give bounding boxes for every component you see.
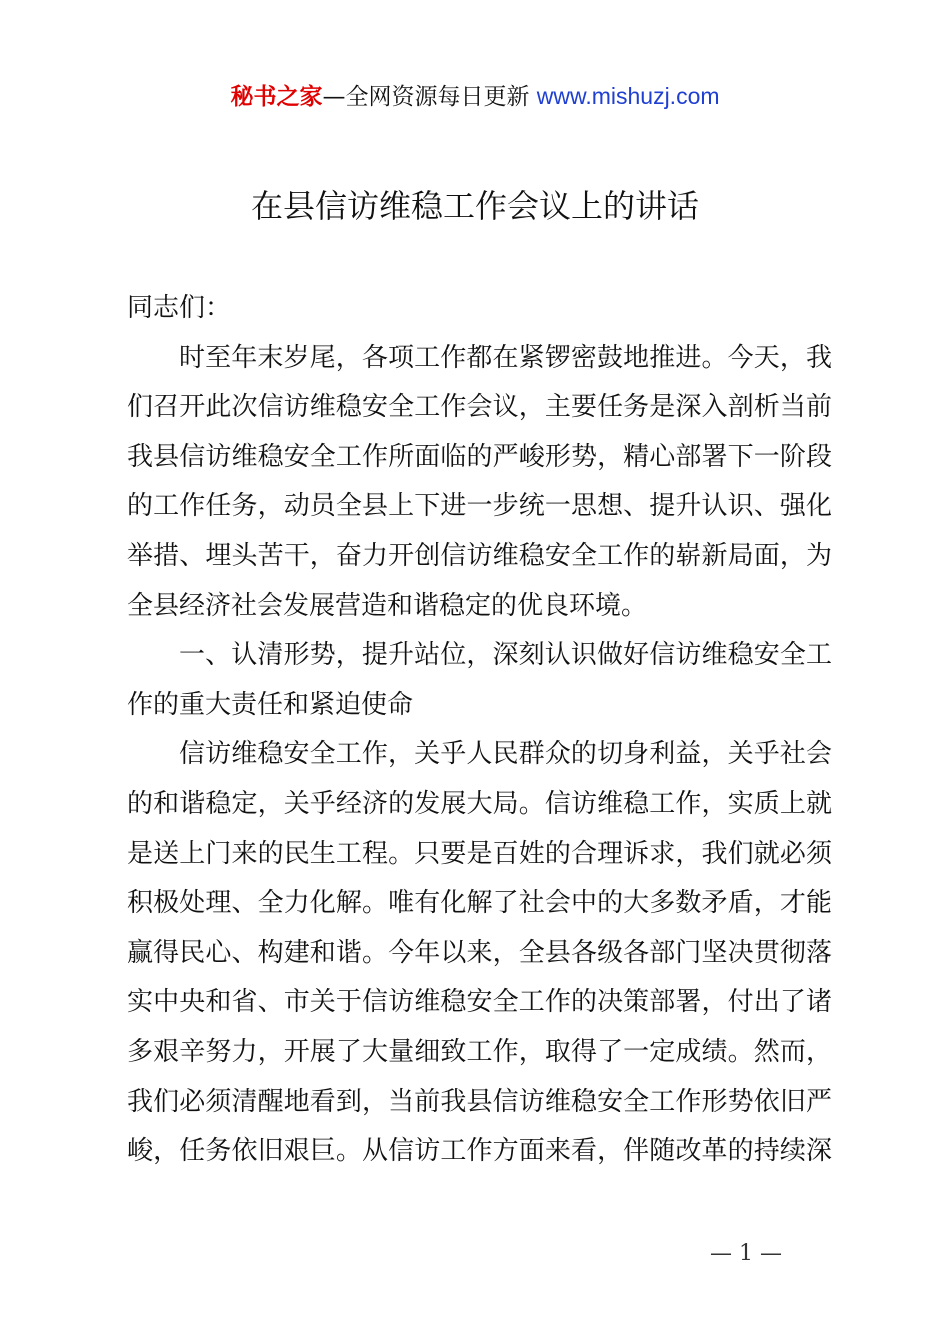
paragraph-line: 们召开此次信访维稳安全工作会议，主要任务是深入剖析当前 — [127, 392, 832, 423]
brand-name: 秘书之家 — [230, 84, 323, 110]
paragraph-line: 是送上门来的民生工程。只要是百姓的合理诉求，我们就必须 — [127, 838, 832, 869]
paragraph-line: 我们必须清醒地看到，当前我县信访维稳安全工作形势依旧严 — [127, 1086, 832, 1117]
document-title: 在县信访维稳工作会议上的讲话 — [250, 187, 699, 225]
site-header-banner — [0, 80, 950, 113]
paragraph-line: 赢得民心、构建和谐。今年以来，全县各级各部门坚决贯彻落 — [127, 937, 832, 968]
header-tagline: —全网资源每日更新 — [322, 84, 537, 110]
paragraph-line: 的和谐稳定，关乎经济的发展大局。信访维稳工作，实质上就 — [127, 788, 832, 819]
site-url-link[interactable]: www.mishuzj.com — [536, 83, 720, 109]
page-number: — 1 — — [710, 1241, 782, 1266]
document-body — [127, 284, 832, 1177]
paragraph-line: 全县经济社会发展营造和谐稳定的优良环境。 — [127, 590, 648, 621]
paragraph-line: 信访维稳安全工作，关乎人民群众的切身利益，关乎社会 — [179, 739, 832, 770]
paragraph-line: 实中央和省、市关于信访维稳安全工作的决策部署，付出了诸 — [127, 987, 832, 1018]
paragraph-line: 积极处理、全力化解。唯有化解了社会中的大多数矛盾，才能 — [127, 888, 832, 919]
section-heading-line: 一、认清形势，提升站位，深刻认识做好信访维稳安全工 — [179, 640, 832, 671]
paragraph-line: 多艰辛努力，开展了大量细致工作，取得了一定成绩。然而， — [127, 1036, 832, 1067]
section-heading-line: 作的重大责任和紧迫使命 — [127, 689, 414, 720]
paragraph-line: 的工作任务，动员全县上下进一步统一思想、提升认识、强化 — [127, 491, 832, 522]
paragraph-line: 举措、埋头苦干，奋力开创信访维稳安全工作的崭新局面，为 — [127, 540, 832, 571]
paragraph-line: 峻，任务依旧艰巨。从信访工作方面来看，伴随改革的持续深 — [127, 1136, 832, 1167]
salutation: 同志们： — [127, 293, 232, 323]
paragraph-line: 我县信访维稳安全工作所面临的严峻形势，精心部署下一阶段 — [127, 441, 832, 472]
paragraph-line: 时至年末岁尾，各项工作都在紧锣密鼓地推进。今天，我 — [179, 342, 832, 373]
